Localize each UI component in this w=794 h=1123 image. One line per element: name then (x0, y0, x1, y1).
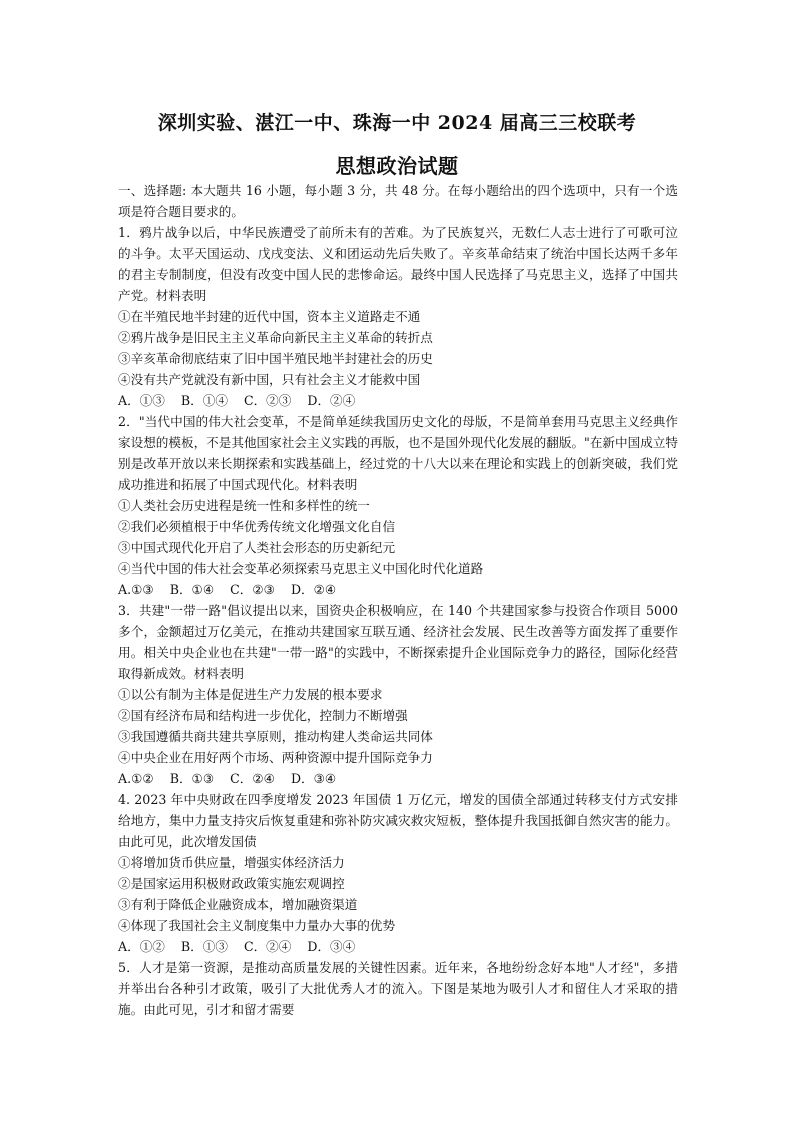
question-option: ④没有共产党就没有新中国，只有社会主义才能救中国 (118, 372, 421, 387)
question-1 (118, 222, 678, 411)
question-option: ②我们必须植根于中华优秀传统文化增强文化自信 (118, 519, 396, 534)
question-option: ③有利于降低企业融资成本，增加融资渠道 (118, 897, 358, 912)
exam-title: 深圳实验、湛江一中、珠海一中 2024 届高三三校联考 (157, 112, 637, 134)
question-option: ③中国式现代化开启了人类社会形态的历史新纪元 (118, 540, 396, 555)
question-option: ①人类社会历史进程是统一性和多样性的统一 (118, 498, 370, 513)
question-4 (118, 789, 678, 957)
question-option: ②鸦片战争是旧民主主义革命向新民主主义革命的转折点 (118, 330, 433, 345)
exam-subtitle: 思想政治试题 (335, 154, 459, 178)
question-option: ④体现了我国社会主义制度集中力量办大事的优势 (118, 918, 396, 933)
question-option: ①以公有制为主体是促进生产力发展的根本要求 (118, 687, 383, 702)
question-option: ④中央企业在用好两个市场、两种资源中提升国际竞争力 (118, 750, 433, 765)
question-option: ④当代中国的伟大社会变革必须探索马克思主义中国化时代化道路 (118, 561, 484, 576)
question-2 (118, 411, 678, 600)
section-instruction: 一、选择题: 本大题共 16 小题，每小题 3 分，共 48 分。在每小题给出的四个选项中，只有一个选项是符合题目要求的。 (118, 183, 678, 219)
answer-choices: A．①② B．①③ C．②④ D．③④ (118, 939, 356, 954)
question-option: ①将增加货币供应量，增强实体经济活力 (118, 855, 345, 870)
answer-choices: A.①③ B．①④ C．②③ D．②④ (118, 582, 337, 597)
answer-choices: A.①② B．①③ C．②④ D．③④ (118, 771, 337, 786)
question-stem: 2．"当代中国的伟大社会变革，不是简单延续我国历史文化的母版，不是简单套用马克思主义经典作家设想的模板，不是其他国家社会主义实践的再版，也不是国外现代化发展的翻版。"在新中国成立特别是改革开放以来长期探索和实践基础上，经过党的十八大以来在理论和实践上的创新突破，我们党成功推进和拓展了中国式现代化。材料表明 (118, 414, 678, 492)
question-stem: 1．鸦片战争以后，中华民族遭受了前所未有的苦难。为了民族复兴，无数仁人志士进行了可歌可泣的斗争。太平天国运动、戊戌变法、义和团运动先后失败了。辛亥革命结束了统治中国长达两千多年的君主专制制度，但没有改变中国人民的悲惨命运。最终中国人民选择了马克思主义，选择了中国共产党。材料表明 (118, 225, 678, 303)
question-option: ②国有经济布局和结构进一步优化，控制力不断增强 (118, 708, 408, 723)
question-stem: 4. 2023 年中央财政在四季度增发 2023 年国债 1 万亿元，增发的国债全部通过转移支付方式安排给地方，集中力量支持灾后恢复重建和弥补防灾减灾救灾短板，整体提升我国抵御自然灾害的能力。由此可见，此次增发国债 (118, 792, 678, 849)
question-option: ①在半殖民地半封建的近代中国，资本主义道路走不通 (118, 309, 421, 324)
question-option: ②是国家运用积极财政政策实施宏观调控 (118, 876, 345, 891)
question-option: ③我国遵循共商共建共享原则，推动构建人类命运共同体 (118, 729, 433, 744)
question-5 (118, 957, 678, 1020)
question-3 (118, 600, 678, 789)
question-option: ③辛亥革命彻底结束了旧中国半殖民地半封建社会的历史 (118, 351, 433, 366)
exam-content (118, 180, 678, 1020)
question-stem: 3．共建"一带一路"倡议提出以来，国资央企积极响应，在 140 个共建国家参与投资合作项目 5000 多个，金额超过万亿美元，在推动共建国家互联互通、经济社会发展、民生改善等方面发挥了重要作用。相关中央企业也在共建"一带一路"的实践中，不断探索提升企业国际竞争力的路径，国际化经营取得新成效。材料表明 (118, 603, 678, 681)
question-stem: 5．人才是第一资源，是推动高质量发展的关键性因素。近年来，各地纷纷念好本地"人才经"，多措并举出台各种引才政策，吸引了大批优秀人才的流入。下图是某地为吸引人才和留住人才采取的措施。由此可见，引才和留才需要 (118, 960, 678, 1017)
answer-choices: A．①③ B．①④ C．②③ D．②④ (118, 393, 356, 408)
